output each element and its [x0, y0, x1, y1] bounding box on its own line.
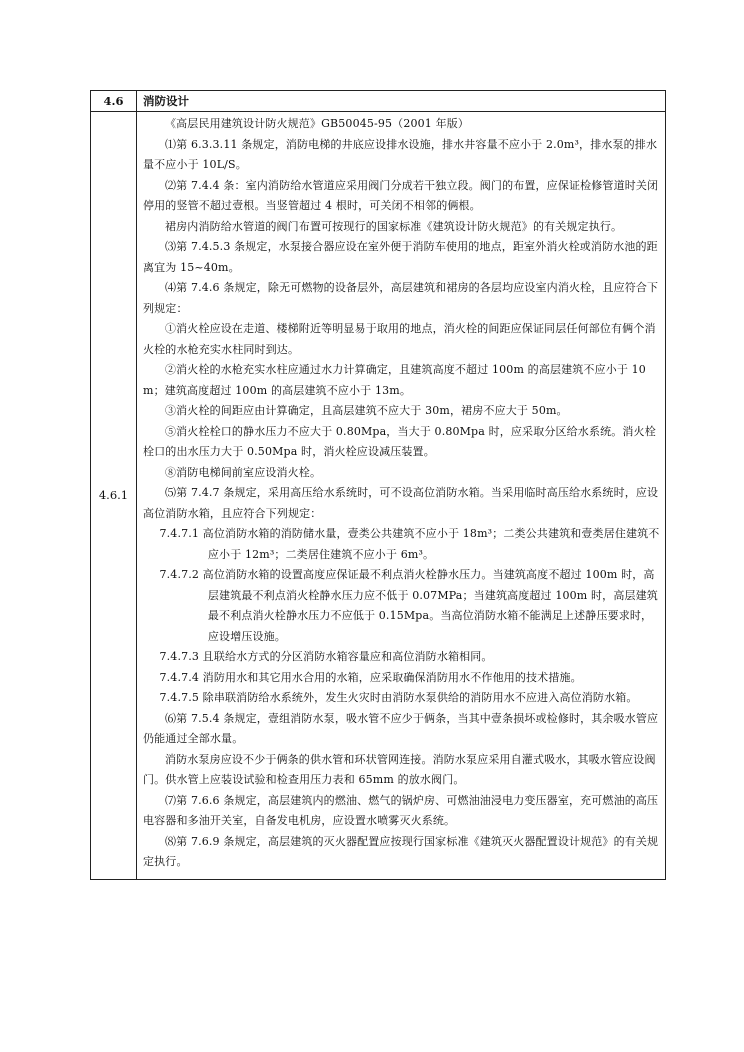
section-number: 4.6	[103, 94, 124, 108]
clause-number: 4.6.1	[98, 488, 129, 503]
paragraph-hydrant-rule-2: ②消火栓的水枪充实水柱应通过水力计算确定，且建筑高度不超过 100m 的高层建筑不应小于 10m；建筑高度超过 100m 的高层建筑不应小于 13m。	[143, 363, 646, 397]
clause-row	[91, 112, 666, 880]
document-page	[90, 90, 664, 880]
paragraph-7-4-7-5: 7.4.7.5 除串联消防给水系统外，发生火灾时由消防水泵供给的消防用水不应进入高位消防水箱。	[159, 691, 638, 704]
paragraph-hydrant-rule-5: ⑤消火栓栓口的静水压力不应大于 0.80Mpa，当大于 0.80Mpa 时，应采取分区给水系统。消火栓栓口的出水压力大于 0.50Mpa 时，消火栓应设减压装置。	[143, 424, 656, 458]
paragraph-item-7: ⑺第 7.6.6 条规定，高层建筑内的燃油、燃气的锅炉房、可燃油油浸电力变压器室，充可燃油的高压电容器和多油开关室，自备发电机房，应设置水喷雾灭火系统。	[143, 793, 659, 827]
clause-number-cell	[91, 112, 137, 880]
paragraph-7-4-7-4: 7.4.7.4 消防用水和其它用水合用的水箱，应采取确保消防用水不作他用的技术措施。	[159, 670, 582, 684]
section-title: 消防设计	[143, 94, 189, 108]
section-header-row	[91, 91, 666, 112]
clause-content	[137, 112, 665, 879]
paragraph-item-5: ⑸第 7.4.7 条规定，采用高压给水系统时，可不设高位消防水箱。当采用临时高压给水系统时，应设高位消防水箱，且应符合下列规定：	[143, 486, 659, 520]
paragraph-item-3: ⑶第 7.4.5.3 条规定，水泵接合器应设在室外便于消防车使用的地点，距室外消火栓或消防水池的距离宜为 15~40m。	[143, 240, 658, 274]
paragraph-7-4-7-1: 7.4.7.1 高位消防水箱的消防储水量，壹类公共建筑不应小于 18m³；二类公共建筑和壹类居住建筑不应小于 12m³；二类居住建筑不应小于 6m³。	[159, 527, 660, 561]
paragraph-hydrant-rule-1: ①消火栓应设在走道、楼梯附近等明显易于取用的地点，消火栓的间距应保证同层任何部位有俩个消火栓的水枪充实水柱同时到达。	[143, 322, 656, 356]
paragraph-standard-title: 《高层民用建筑设计防火规范》GB50045-95（2001 年版）	[165, 117, 470, 130]
paragraph-item-6: ⑹第 7.5.4 条规定，壹组消防水泵，吸水管不应少于俩条，当其中壹条损坏或检修时，其余吸水管应仍能通过全部水量。	[143, 711, 659, 745]
paragraph-hydrant-rule-8: ⑧消防电梯间前室应设消火栓。	[165, 465, 322, 479]
paragraph-podium-valves: 裙房内消防给水管道的阀门布置可按现行的国家标准《建筑设计防火规范》的有关规定执行。	[165, 219, 623, 233]
clause-content-cell	[137, 112, 666, 880]
paragraph-item-8: ⑻第 7.6.9 条规定，高层建筑的灭火器配置应按现行国家标准《建筑灭火器配置设计规范》的有关规定执行。	[143, 834, 659, 868]
paragraph-item-4: ⑷第 7.4.6 条规定，除无可燃物的设备层外，高层建筑和裙房的各层均应设室内消火栓，且应符合下列规定：	[143, 281, 659, 315]
paragraph-item-2: ⑵第 7.4.4 条：室内消防给水管道应采用阀门分成若干独立段。阀门的布置，应保证检修管道时关闭停用的竖管不超过壹根。当竖管超过 4 根时，可关闭不相邻的俩根。	[143, 178, 659, 212]
paragraph-hydrant-rule-3: ③消火栓的间距应由计算确定，且高层建筑不应大于 30m，裙房不应大于 50m。	[165, 404, 568, 417]
paragraph-7-4-7-3: 7.4.7.3 且联给水方式的分区消防水箱容量应和高位消防水箱相同。	[159, 650, 493, 663]
section-title-cell	[137, 91, 666, 112]
section-number-cell	[91, 91, 137, 112]
paragraph-pump-room: 消防水泵房应设不少于俩条的供水管和环状管网连接。消防水泵应采用自灌式吸水，其吸水管应设阀门。供水管上应装设试验和检查用压力表和 65mm 的放水阀门。	[143, 752, 656, 786]
paragraph-item-1: ⑴第 6.3.3.11 条规定，消防电梯的井底应设排水设施，排水井容量不应小于 2.0m³，排水泵的排水量不应小于 10L/S。	[143, 137, 658, 171]
spec-table	[90, 90, 666, 880]
paragraph-7-4-7-2: 7.4.7.2 高位消防水箱的设置高度应保证最不利点消火栓静水压力。当建筑高度不超过 100m 时，高层建筑最不利点消火栓静水压力应不低于 0.07MPa；当建筑高度超过 100m 时，高层建筑最不利点消火栓静水压力不应低于 0.15Mpa。当高位消防水箱不能满足上述静压要求时，应设增压设施。	[159, 568, 658, 643]
